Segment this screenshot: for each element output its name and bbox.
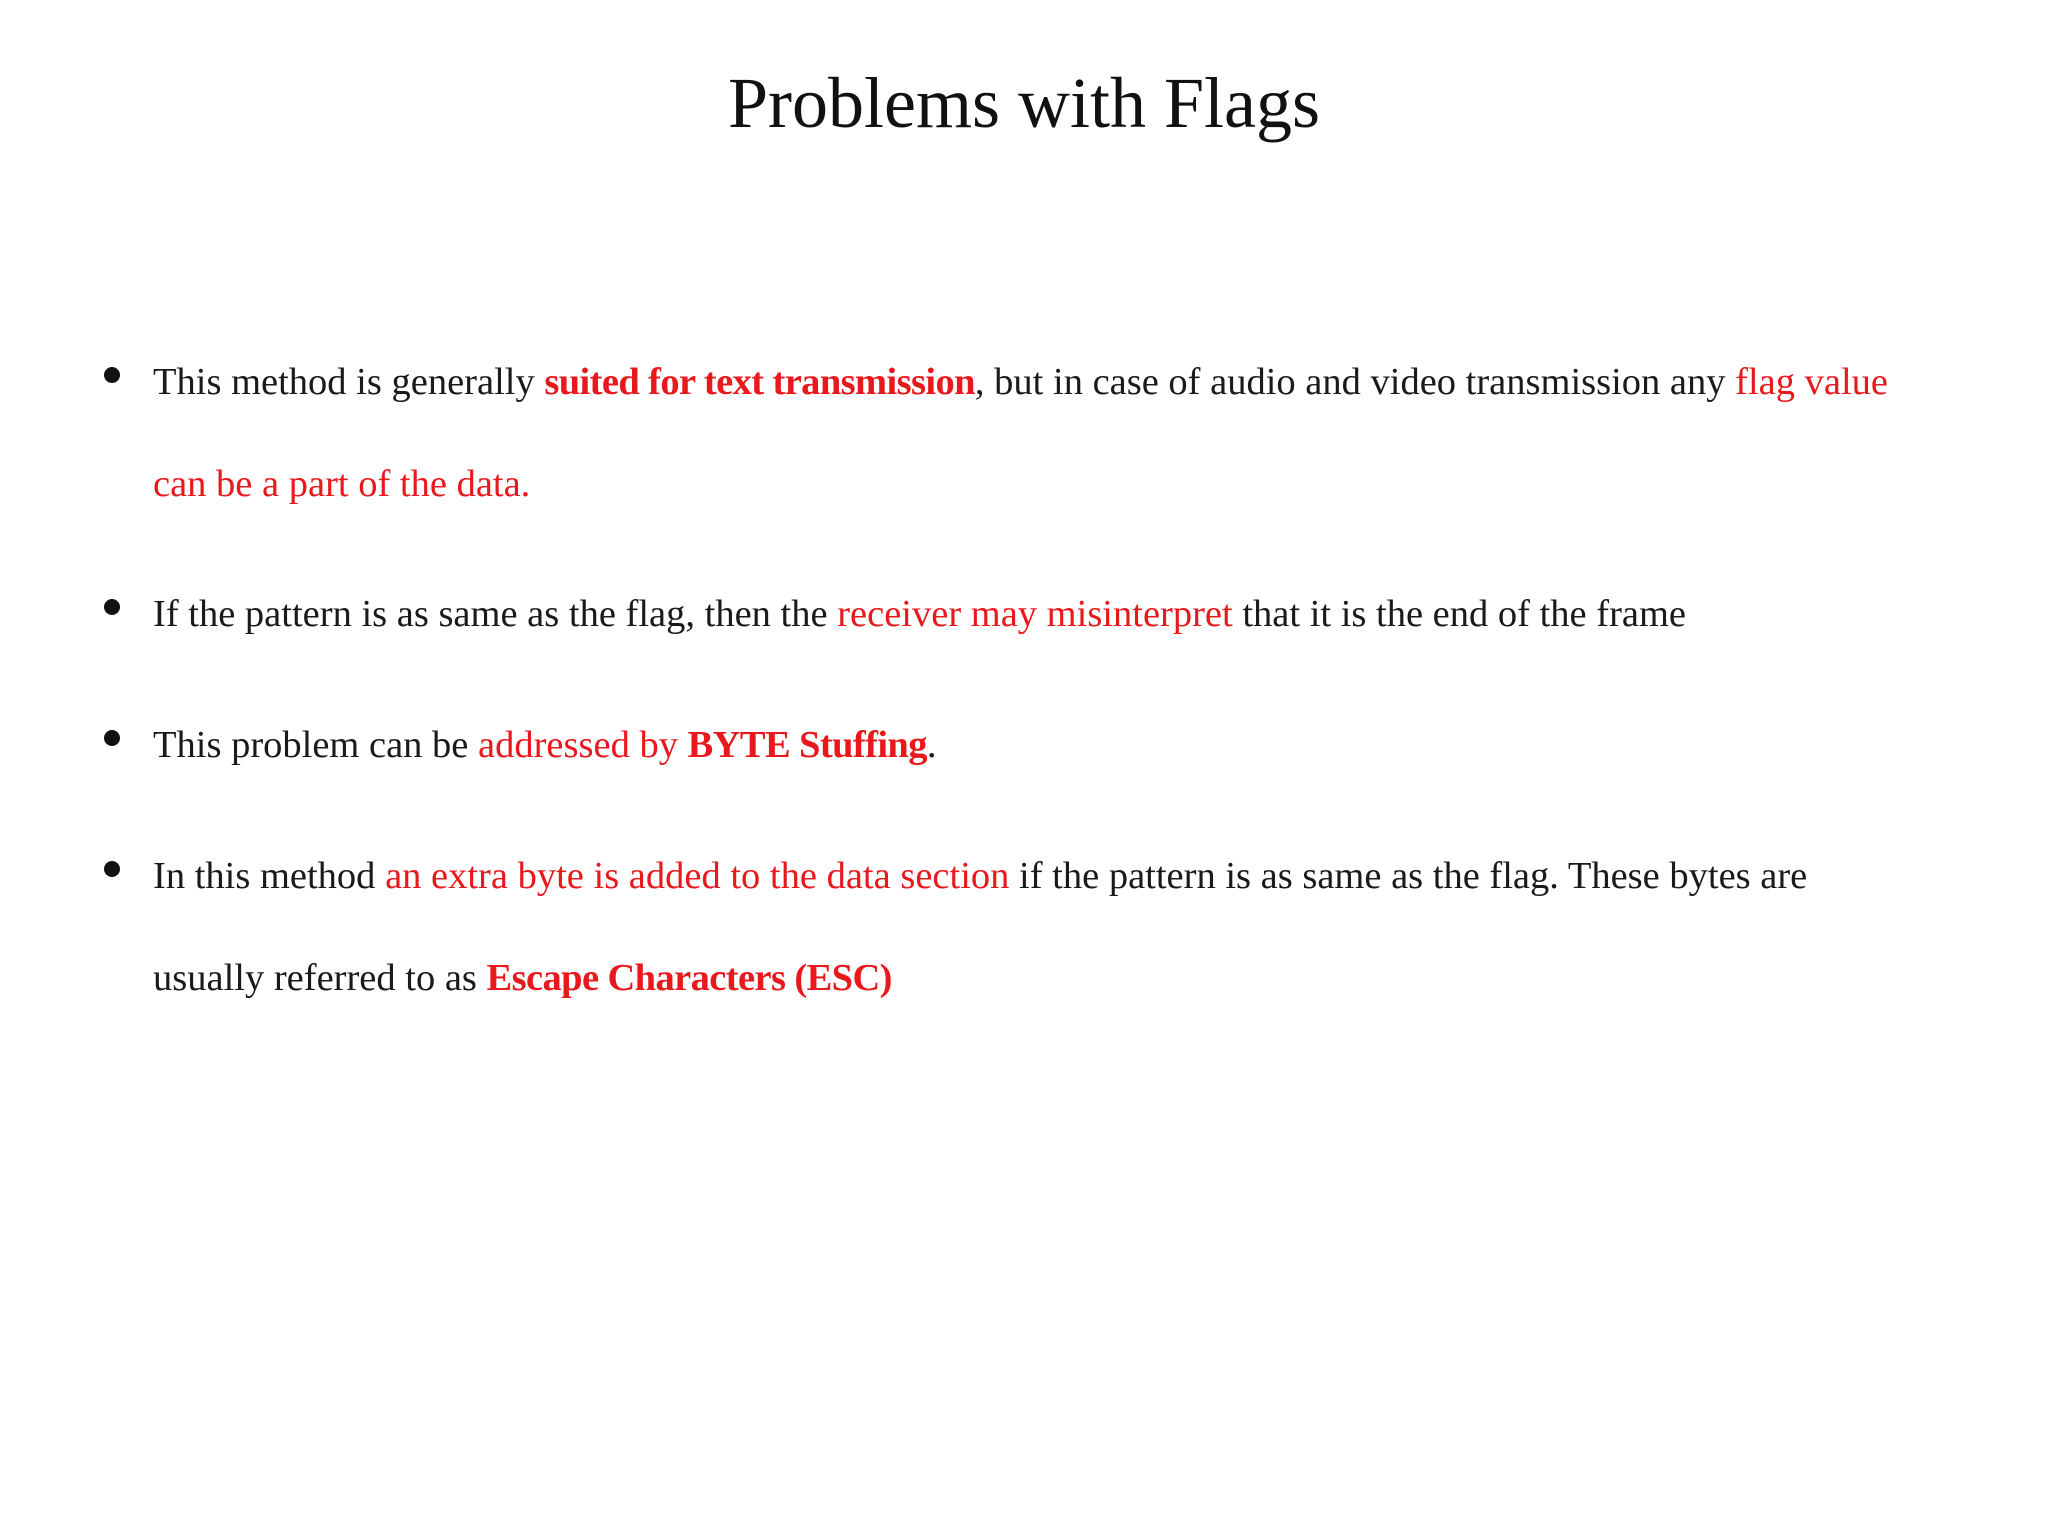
- emphasis-run: Escape Characters (ESC): [486, 957, 892, 999]
- text-run: This problem can be: [153, 724, 479, 766]
- highlight-run: flag value: [1735, 361, 1889, 403]
- highlight-run: can be a part of the data.: [153, 463, 531, 505]
- text-run: If the pattern is as same as the flag, then the: [153, 593, 838, 635]
- bullet-line: [153, 723, 937, 767]
- text-run: , but in case of audio and video transmission any: [974, 361, 1736, 403]
- highlight-run: receiver may misinterpret: [837, 593, 1233, 635]
- bullet-line: [153, 854, 1807, 898]
- bullet-dot-icon: [104, 861, 120, 877]
- bullet-line: [153, 360, 1888, 404]
- bullet-line: [153, 592, 1686, 636]
- text-run: usually referred to as: [153, 957, 487, 999]
- emphasis-run: BYTE Stuffing: [687, 724, 927, 766]
- highlight-run: addressed by: [478, 724, 688, 766]
- bullet-line: [153, 462, 530, 506]
- slide-title: Problems with Flags: [727, 63, 1321, 143]
- text-run: if the pattern is as same as the flag. These bytes are: [1009, 855, 1808, 897]
- text-run: In this method: [153, 855, 386, 897]
- text-run: .: [926, 724, 937, 766]
- emphasis-run: suited for text transmission: [544, 361, 975, 403]
- highlight-run: an extra byte is added to the data section: [385, 855, 1010, 897]
- bullet-line: [153, 956, 892, 1000]
- bullet-dot-icon: [104, 730, 120, 746]
- text-run: that it is the end of the frame: [1232, 593, 1687, 635]
- bullet-dot-icon: [104, 367, 120, 383]
- bullet-dot-icon: [104, 599, 120, 615]
- text-run: This method is generally: [153, 361, 545, 403]
